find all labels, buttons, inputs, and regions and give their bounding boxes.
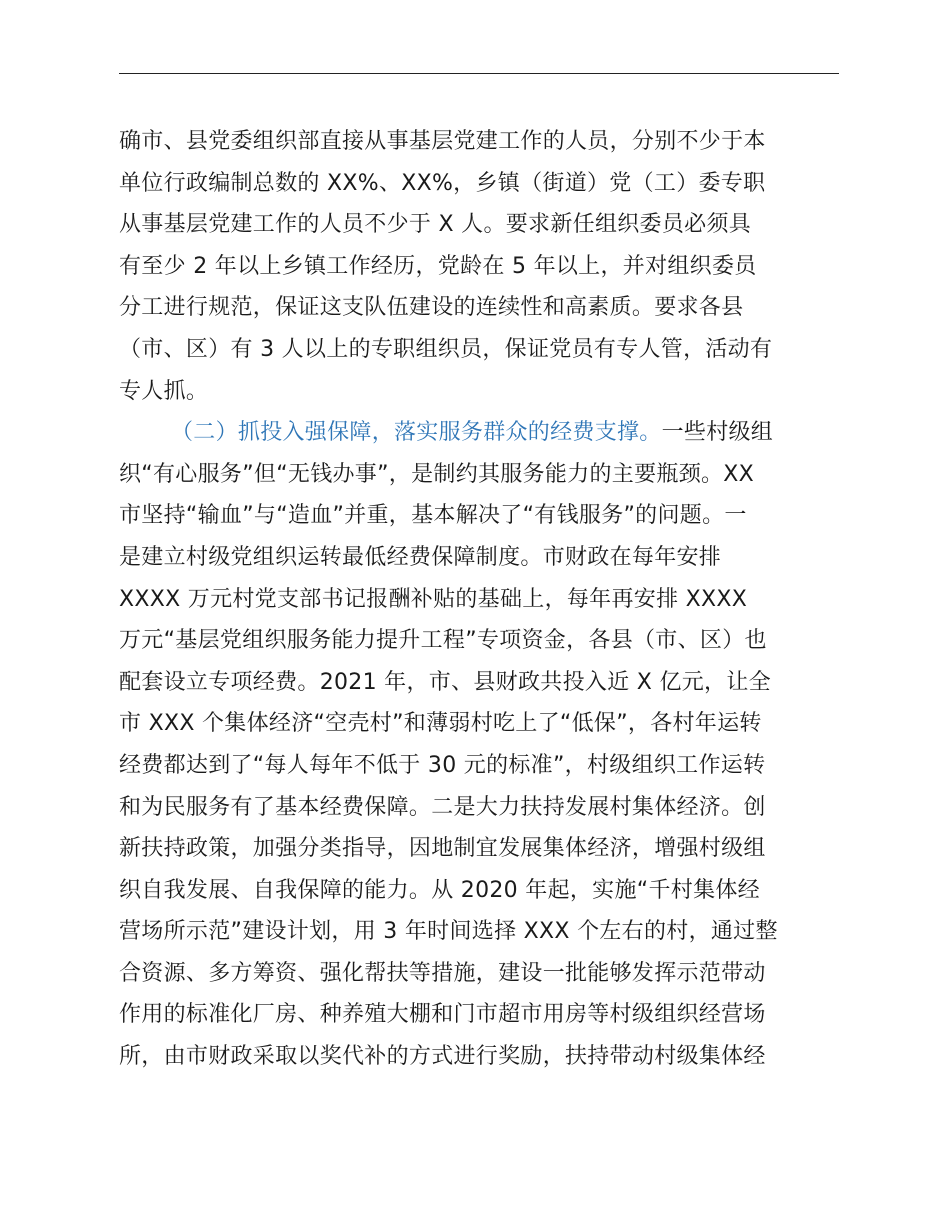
paragraph-line: 万元“基层党组织服务能力提升工程”专项资金，各县（市、区）也 — [119, 628, 767, 654]
paragraph-line: 确市、县党委组织部直接从事基层党建工作的人员，分别不少于本 — [119, 129, 766, 154]
paragraph-line: 专人抓。 — [119, 378, 209, 404]
paragraph-line: 市坚持“输血”与“造血”并重，基本解决了“有钱服务”的问题。一 — [119, 503, 747, 529]
paragraph-line: 配套设立专项经费。2021 年，市、县财政共投入近 X 亿元，让全 — [119, 669, 771, 695]
header-rule — [119, 73, 839, 74]
paragraph-2 — [119, 412, 849, 1078]
first-line-rest: 一些村级组 — [661, 420, 774, 446]
paragraph-line: 经费都达到了“每人每年不低于 30 元的标准”，村级组织工作运转 — [119, 752, 766, 778]
paragraph-line: 营场所示范”建设计划，用 3 年时间选择 XXX 个左右的村，通过整 — [119, 919, 778, 945]
paragraph-1 — [119, 121, 849, 412]
paragraph-line: 新扶持政策，加强分类指导，因地制宜发展集体经济，增强村级组 — [119, 836, 766, 862]
paragraph-line: 从事基层党建工作的人员不少于 X 人。要求新任组织委员必须具 — [119, 212, 752, 238]
paragraph-line: XXXX 万元村党支部书记报酬补贴的基础上，每年再安排 XXXX — [119, 586, 748, 612]
paragraph-line: 市 XXX 个集体经济“空壳村”和薄弱村吃上了“低保”，各村年运转 — [119, 711, 762, 737]
paragraph-line: （市、区）有 3 人以上的专职组织员，保证党员有专人管，活动有 — [119, 336, 773, 362]
paragraph-line: 单位行政编制总数的 XX%、XX%，乡镇（街道）党（工）委专职 — [119, 170, 766, 196]
paragraph-line: 织自我发展、自我保障的能力。从 2020 年起，实施“千村集体经 — [119, 877, 760, 903]
paragraph-line: 织“有心服务”但“无钱办事”，是制约其服务能力的主要瓶颈。XX — [119, 461, 755, 487]
paragraph-line: 合资源、多方筹资、强化帮扶等措施，建设一批能够发挥示范带动 — [119, 960, 766, 986]
document-body — [119, 121, 849, 1078]
paragraph-line: 作用的标准化厂房、种养殖大棚和门市超市用房等村级组织经营场 — [119, 1002, 766, 1028]
paragraph-line: 分工进行规范，保证这支队伍建设的连续性和高素质。要求各县 — [119, 295, 744, 321]
paragraph-first-line — [119, 412, 849, 454]
paragraph-line: 所，由市财政采取以奖代补的方式进行奖励，扶持带动村级集体经 — [119, 1044, 766, 1070]
paragraph-line: 和为民服务有了基本经费保障。二是大力扶持发展村集体经济。创 — [119, 794, 766, 820]
paragraph-line: 是建立村级党组织运转最低经费保障制度。市财政在每年安排 — [119, 544, 722, 570]
section-heading: （二）抓投入强保障，落实服务群众的经费支撑。 — [171, 420, 662, 446]
paragraph-line: 有至少 2 年以上乡镇工作经历，党龄在 5 年以上，并对组织委员 — [119, 253, 757, 279]
